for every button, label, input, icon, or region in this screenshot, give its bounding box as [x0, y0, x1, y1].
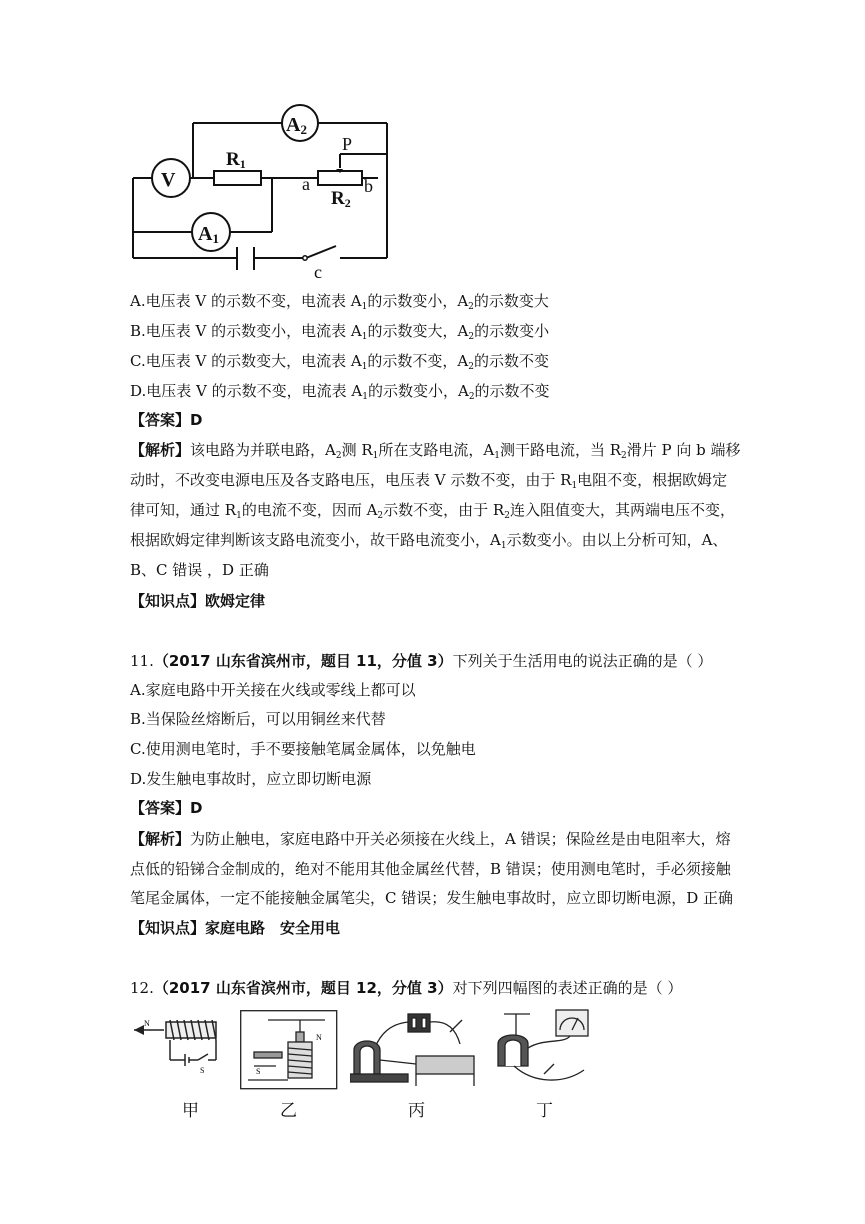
q10-analysis-line-2: 动时，不改变电源电压及各支路电压，电压表 V 示数不变，由于 $R_1$电阻不变，根据欧姆定: [130, 471, 728, 491]
q11-analysis-line-1: 【解析】为防止触电，家庭电路中开关必须接在火线上，A 错误；保险丝是由电阻率大，熔: [130, 830, 731, 848]
figure-jia-solenoid: [130, 1014, 230, 1078]
figure-yi-electromagnet: [240, 1010, 338, 1090]
ammeter-a1-label: A1: [198, 223, 219, 246]
q11-analysis-line-3: 笔尾金属体，一定不能接触金属笔尖，C 错误；发生触电事故时，应立即切断电源，D 正确: [130, 889, 734, 907]
q11-option-d: D.发生触电事故时，应立即切断电源: [130, 770, 372, 788]
switch-c-label: c: [314, 262, 322, 282]
q11-stem: 11.（2017 山东省滨州市，题目 11，分值 3）下列关于生活用电的说法正确的是（ ）: [130, 652, 713, 670]
fig-yi-n-label: N: [316, 1033, 322, 1042]
q11-option-c: C.使用测电笔时，手不要接触笔属金属体，以免触电: [130, 740, 476, 758]
figure-ding-generator: [494, 1008, 596, 1090]
q10-option-b: B.电压表 V 的示数变小，电流表 $A_1$的示数变大，$A_2$的示数变小: [130, 322, 550, 342]
q10-analysis-line-3: 律可知，通过 $R_1$的电流不变，因而 $A_2$示数不变，由于 $R_2$连入阻值变大，其两端电压不变，: [130, 501, 735, 521]
fig-yi-s-label: S: [256, 1067, 261, 1076]
q11-option-a: A.家庭电路中开关接在火线或零线上都可以: [130, 681, 416, 699]
q10-answer: 【答案】D: [130, 411, 203, 429]
terminal-b-label: b: [364, 176, 373, 196]
q10-analysis-line-4: 根据欧姆定律判断该支路电流变小，故干路电流变小，$A_1$示数变小。由以上分析可知，A、: [130, 531, 728, 551]
resistor-r2-label: R2: [331, 188, 351, 210]
q12-stem: 12.（2017 山东省滨州市，题目 12，分值 3）对下列四幅图的表述正确的是（ ）: [130, 979, 683, 997]
q10-knowledge-point: 【知识点】欧姆定律: [130, 592, 266, 610]
q10-option-a: A.电压表 V 的示数不变，电流表 $A_1$的示数变小，$A_2$的示数变大: [130, 292, 549, 312]
figure-caption-yi: 乙: [280, 1101, 297, 1121]
q11-analysis-line-2: 点低的铅锑合金制成的，绝对不能用其他金属丝代替，B 错误；使用测电笔时，手必须接触: [130, 860, 731, 878]
q11-knowledge-point: 【知识点】家庭电路 安全用电: [130, 919, 341, 937]
figure-bing-motor: [350, 1010, 480, 1090]
compass-n-label: N: [144, 1019, 150, 1028]
q11-answer: 【答案】D: [130, 799, 203, 817]
figure-caption-jia: 甲: [182, 1101, 199, 1121]
circuit-diagram: [0, 0, 865, 290]
q10-analysis-line-1: 【解析】该电路为并联电路，$A_2$测 $R_1$所在支路电流，$A_1$测干路电流，当 $R_2$滑片 P 向 b 端移: [130, 441, 741, 461]
q10-option-c: C.电压表 V 的示数变大，电流表 $A_1$的示数不变，$A_2$的示数不变: [130, 352, 550, 372]
ammeter-a2-label: A2: [286, 114, 307, 137]
q11-option-b: B.当保险丝熔断后，可以用铜丝来代替: [130, 710, 386, 728]
terminal-a-label: a: [302, 174, 310, 194]
q10-option-d: D.电压表 V 的示数不变，电流表 $A_1$的示数变小，$A_2$的示数不变: [130, 382, 550, 402]
resistor-r1-label: R1: [226, 149, 246, 171]
figure-caption-bing: 丙: [408, 1101, 425, 1121]
figure-caption-ding: 丁: [536, 1101, 553, 1121]
q10-analysis-line-5: B、C 错误 ，D 正确: [130, 561, 269, 579]
switch-s-label: S: [200, 1066, 205, 1075]
slider-p-label: P: [342, 134, 353, 154]
voltmeter-label: V: [161, 169, 176, 191]
